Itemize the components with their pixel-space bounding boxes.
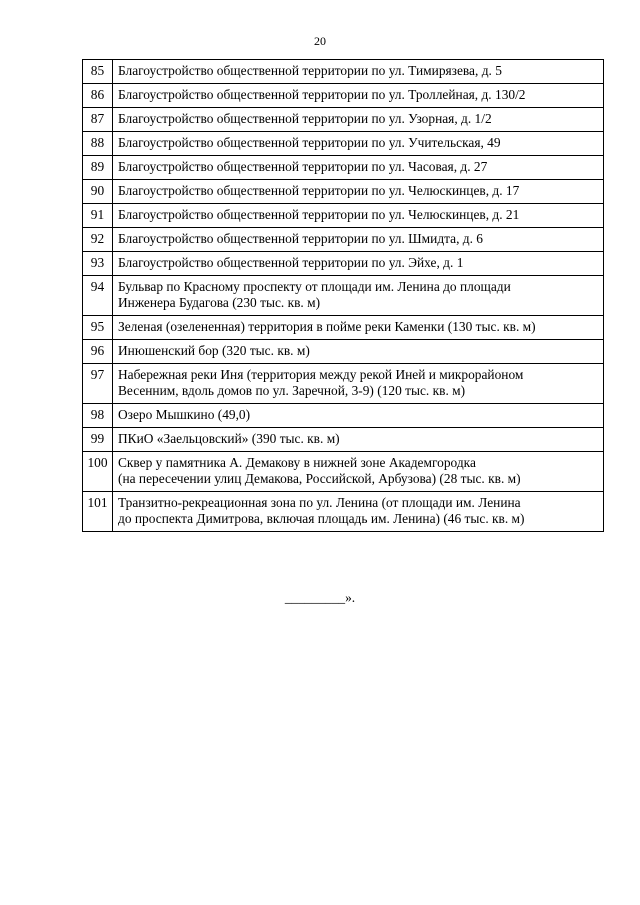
row-number: 88 [83,132,113,156]
table-row [83,364,604,404]
row-description: Озеро Мышкино (49,0) [113,404,604,428]
table-row [83,276,604,316]
row-description: Благоустройство общественной территории по ул. Челюскинцев, д. 21 [113,204,604,228]
row-number: 93 [83,252,113,276]
row-description: Благоустройство общественной территории по ул. Троллейная, д. 130/2 [113,84,604,108]
row-number: 101 [83,492,113,532]
row-number: 92 [83,228,113,252]
row-number: 85 [83,60,113,84]
row-description: Благоустройство общественной территории по ул. Шмидта, д. 6 [113,228,604,252]
row-description: Транзитно-рекреационная зона по ул. Ленина (от площади им. Ленина до проспекта Димитрова, включая площадь им. Ленина) (46 тыс. кв. м) [113,492,604,532]
row-number: 94 [83,276,113,316]
table-row [83,180,604,204]
row-number: 89 [83,156,113,180]
table-row [83,156,604,180]
table-row [83,340,604,364]
table-row [83,132,604,156]
table-row [83,84,604,108]
closing-mark: _________». [284,590,356,605]
row-description: Благоустройство общественной территории по ул. Челюскинцев, д. 17 [113,180,604,204]
row-number: 99 [83,428,113,452]
row-number: 98 [83,404,113,428]
row-number: 100 [83,452,113,492]
table-row [83,492,604,532]
page-number: 20 [314,34,326,48]
row-description: Инюшенский бор (320 тыс. кв. м) [113,340,604,364]
row-number: 90 [83,180,113,204]
table-row [83,108,604,132]
row-number: 96 [83,340,113,364]
row-description: Сквер у памятника А. Демакову в нижней зоне Академгородка (на пересечении улиц Демакова, Российской, Арбузова) (28 тыс. кв. м) [113,452,604,492]
row-number: 87 [83,108,113,132]
table-row [83,452,604,492]
row-description: Зеленая (озелененная) территория в пойме реки Каменки (130 тыс. кв. м) [113,316,604,340]
table-row [83,252,604,276]
table-row [83,404,604,428]
row-number: 95 [83,316,113,340]
row-description: Набережная реки Иня (территория между рекой Иней и микрорайоном Весенним, вдоль домов по ул. Заречной, 3-9) (120 тыс. кв. м) [113,364,604,404]
row-number: 97 [83,364,113,404]
row-description: Благоустройство общественной территории по ул. Часовая, д. 27 [113,156,604,180]
row-description: Благоустройство общественной территории по ул. Узорная, д. 1/2 [113,108,604,132]
table-row [83,60,604,84]
row-number: 86 [83,84,113,108]
table-row [83,204,604,228]
table-body [83,60,604,532]
row-description: Бульвар по Красному проспекту от площади им. Ленина до площади Инженера Будагова (230 тыс. кв. м) [113,276,604,316]
row-description: Благоустройство общественной территории по ул. Эйхе, д. 1 [113,252,604,276]
row-number: 91 [83,204,113,228]
row-description: ПКиО «Заельцовский» (390 тыс. кв. м) [113,428,604,452]
row-description: Благоустройство общественной территории по ул. Учительская, 49 [113,132,604,156]
table-row [83,428,604,452]
table-row [83,316,604,340]
table-row [83,228,604,252]
row-description: Благоустройство общественной территории по ул. Тимирязева, д. 5 [113,60,604,84]
territory-table [82,59,604,532]
